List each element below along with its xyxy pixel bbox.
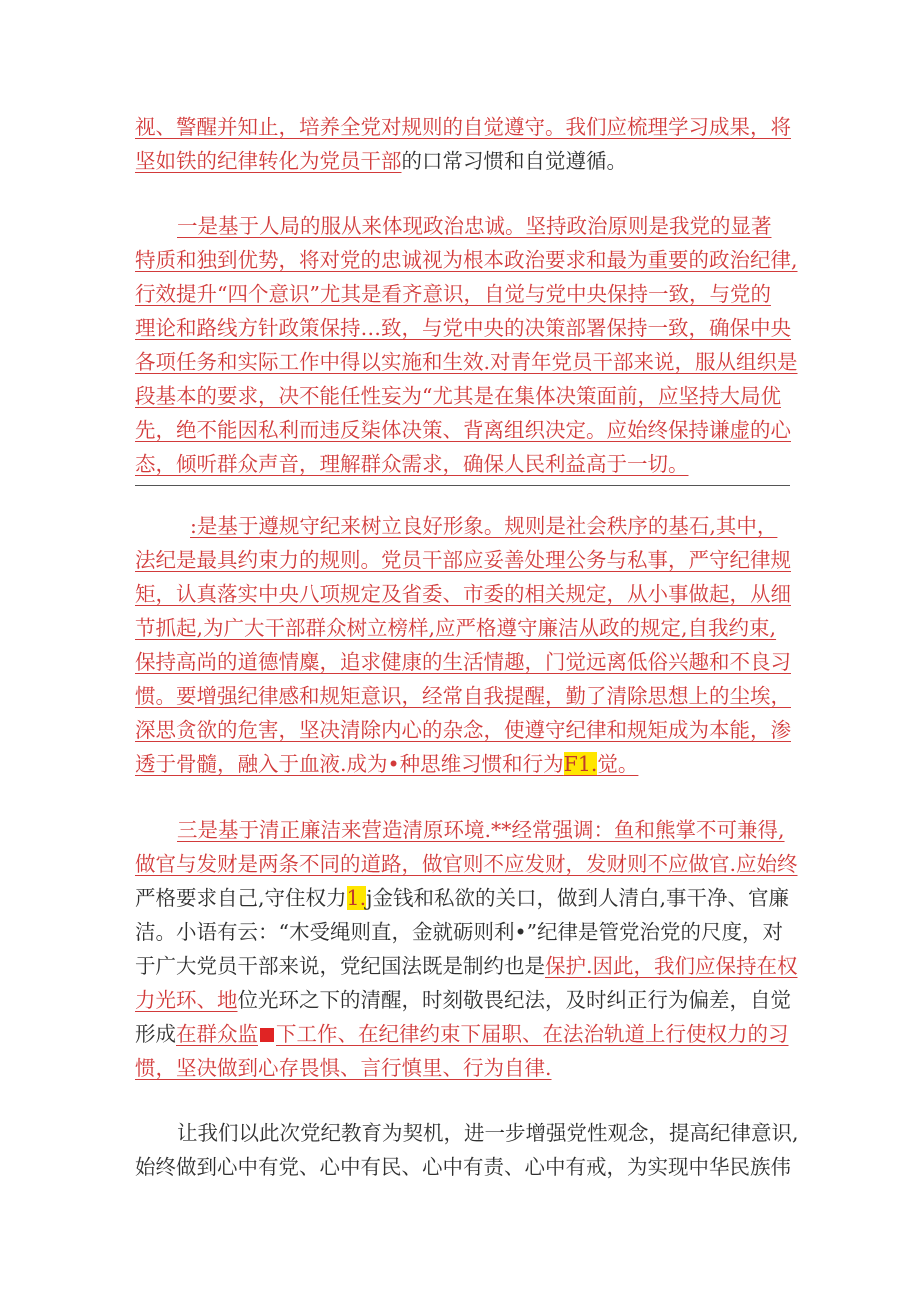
section-divider	[135, 485, 790, 486]
text-segment: 透于骨髓，融入于血液.成为•种思维习惯和行为	[135, 752, 564, 776]
text-line: 各项任务和实际工作中得以实施和生效.对青年党员干部来说，服从组织是	[135, 350, 798, 374]
text-segment: 于广大党员干部来说，党纪国法既是制约也是	[135, 954, 545, 978]
text-line: 特质和独到优势，将对党的忠诚视为根本政治要求和最为重要的政治纪律,	[135, 248, 798, 272]
text-segment: 位光环之下的清醒，时刻敬畏纪法，及时纠正行为偏差，自觉	[237, 988, 791, 1012]
text-line: 先，绝不能因私利而违反柒体决策、背离组织决定。应始终保持谦虚的心	[135, 418, 791, 442]
text-line: 视、警醒并知止，培养全党对规则的自觉遵守。我们应梳理学习成果，将	[135, 115, 791, 139]
tracked-insertion: 下工作、在纪律约束下届职、在法治轨道上行使权力的习	[276, 1022, 789, 1046]
redaction-block-icon	[260, 1028, 274, 1042]
text-segment: j金钱和私欲的关口，做到人清白,事干净、官廉	[366, 886, 789, 910]
text-line: 洁。小语有云：“木受绳则直，金就砺则利•”纪律是管党治党的尺度，对	[135, 920, 784, 944]
highlighted-mark: 1.	[346, 886, 367, 910]
tracked-insertion: 坚如铁的纪律转化为党员干部	[135, 149, 402, 173]
tracked-insertion: 在群众监	[176, 1022, 258, 1046]
text-line	[135, 1019, 789, 1049]
text-line: 理论和路线方针政策保持…致，与党中央的决策部署保持一致，确保中央	[135, 316, 791, 340]
text-line	[135, 883, 789, 913]
plain-text: 的口常习惯和自觉遵循。	[401, 149, 627, 173]
text-line: 惯。要增强纪律感和规矩意识，经常自我提醒，勤了清除思想上的尘埃，	[135, 684, 791, 708]
text-line: 段基本的要求，决不能任性妄为“尤其是在集体决策面前，应坚持大局优	[135, 384, 781, 408]
tracked-insertion: 保护.因此，我们应保持在权	[545, 954, 798, 978]
text-line: 态，倾听群众声音，理解群众需求，确保人民利益高于一切。	[135, 452, 689, 476]
text-line	[135, 749, 638, 779]
text-line: 节抓起,为广大干部群众树立榜样,应严格遵守廉洁从政的规定,自我约束,	[135, 616, 777, 640]
text-line: 始终做到心中有党、心中有民、心中有责、心中有戒，为实现中华民族伟	[135, 1155, 791, 1179]
text-line: 保持高尚的道德情麋，追求健康的生活情趣，门觉远离低俗兴趣和不良习	[135, 650, 791, 674]
text-line: :是基于遵规守纪来树立良好形象。规则是社会秩序的基石,其中，	[190, 514, 778, 538]
text-line: 一是基于人局的服从来体现政治忠诚。坚持政治原则是我党的显著	[177, 214, 772, 238]
highlighted-mark: F1.	[563, 752, 598, 776]
text-line: 惯，坚决做到心存畏惧、言行慎里、行为自律.	[135, 1056, 552, 1080]
text-line	[135, 951, 798, 981]
text-line	[135, 985, 791, 1015]
text-segment: 觉。	[597, 752, 639, 776]
text-line: 深思贪欲的危害，坚决清除内心的杂念，使遵守纪律和规矩成为本能，渗	[135, 718, 791, 742]
text-line: 矩，认真落实中央八项规定及省委、市委的相关规定，从小事做起，从细	[135, 582, 791, 606]
text-line: 做官与发财是两条不同的道路，做官则不应发财，发财则不应做官.应始终	[135, 852, 798, 876]
text-segment: 形成	[135, 1022, 176, 1046]
text-segment: 严格要求自己,守住权力	[135, 886, 347, 910]
text-line: 三是基于清正廉洁来营造清原环境.**经常强调：鱼和熊掌不可兼得,	[177, 818, 785, 842]
text-line: 法纪是最具约束力的规则。党员干部应妥善处理公务与私事，严守纪律规	[135, 548, 791, 572]
text-line: 让我们以此次党纪教育为契机，进一步增强党性观念，提高纪律意识,	[177, 1121, 799, 1145]
text-line	[135, 146, 627, 176]
text-line: 行效提升“四个意识”尤其是看齐意识，自觉与党中央保持一致，与党的	[135, 282, 771, 306]
tracked-insertion: 力光环、地	[135, 988, 238, 1012]
